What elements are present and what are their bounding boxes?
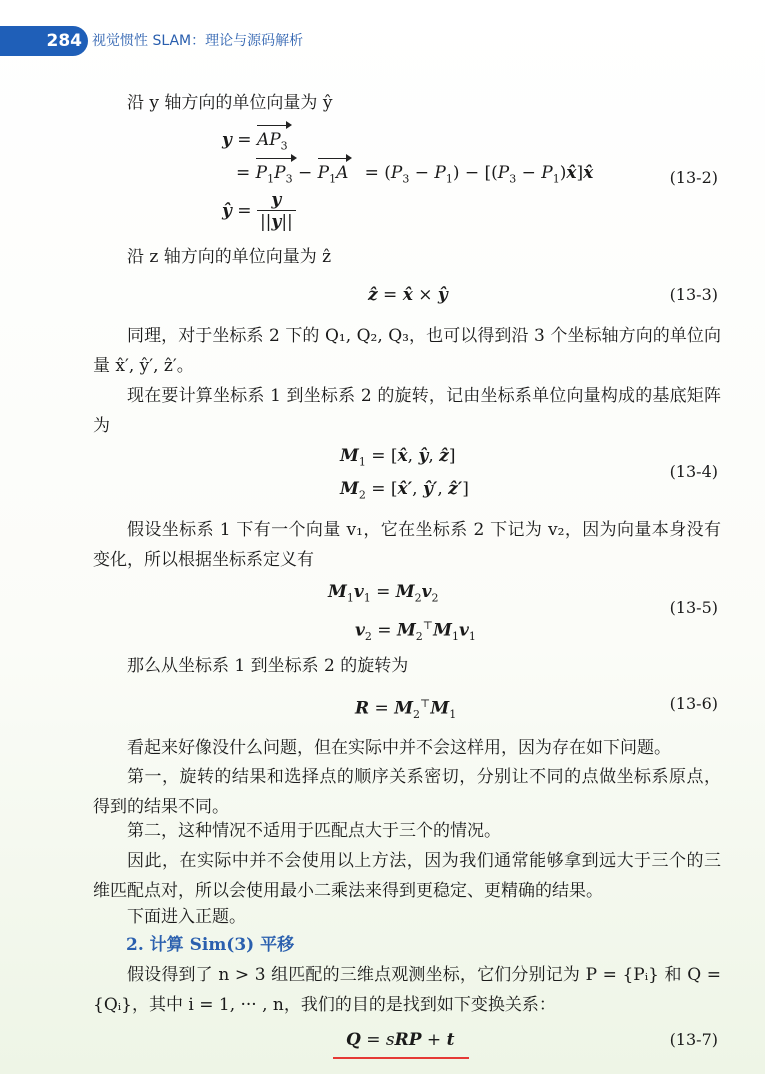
equation-m2: $M_2$ = [x̂′, ŷ′, ẑ′] <box>340 479 469 502</box>
equation-number-13-6: (13-6) <box>669 694 718 713</box>
paragraph-then: 那么从坐标系 1 到坐标系 2 的旋转为 <box>127 656 409 676</box>
equation-number-13-5: (13-5) <box>669 598 718 617</box>
equation-number-13-4: (13-4) <box>669 462 718 481</box>
equation-rotation: $R = M_2^⊤M_1$ <box>355 697 457 722</box>
section-heading: 2. 计算 Sim(3) 平移 <box>126 935 295 955</box>
paragraph-first: 第一，旋转的结果和选择点的顺序关系密切，分别让不同的点做坐标系原点，得到的结果不同。 <box>93 767 721 817</box>
paragraph-y-axis: 沿 y 轴方向的单位向量为 ŷ <box>127 93 333 113</box>
paragraph-vector: 假设坐标系 1 下有一个向量 v₁，它在坐标系 2 下记为 v₂，因为向量本身没有变化，所以根据坐标系定义有 <box>93 520 721 570</box>
equation-number-13-3: (13-3) <box>669 285 718 304</box>
paragraph-next: 下面进入正题。 <box>127 907 246 927</box>
equation-number-13-2: (13-2) <box>669 168 718 187</box>
paragraph-z-axis: 沿 z 轴方向的单位向量为 ẑ <box>127 247 332 267</box>
paragraph-therefore: 因此，在实际中并不会使用以上方法，因为我们通常能够拿到远大于三个的三维匹配点对，所以会使用最小二乘法来得到更稳定、更精确的结果。 <box>93 851 721 901</box>
paragraph-problem: 看起来好像没什么问题，但在实际中并不会这样用，因为存在如下问题。 <box>127 738 671 758</box>
equation-sim3: Q = sRP + t <box>346 1030 455 1050</box>
equation-y-def: $y = AP_3$ <box>222 128 288 158</box>
paragraph-second: 第二，这种情况不适用于匹配点大于三个的情况。 <box>127 821 501 841</box>
paragraph-assume: 假设得到了 n > 3 组匹配的三维点观测坐标，它们分别记为 P = {Pᵢ} 和 Q = {Qᵢ}，其中 i = 1, ··· , n，我们的目的是找到如下变换关系： <box>93 965 721 1015</box>
equation-y-hat: ŷ = $\frac{y}{||y||}$ <box>222 190 296 233</box>
paragraph-rotation: 现在要计算坐标系 1 到坐标系 2 的旋转，记由坐标系单位向量构成的基底矩阵为 <box>93 386 721 436</box>
equation-m1: $M_1$ = [x̂, ŷ, ẑ] <box>340 446 456 469</box>
equation-y-expand: = $P_1P_3 - P_1A = (P_3 - P_1) - [(P_3$ − $P_1)x̂]x̂$ <box>236 161 593 191</box>
equation-z-hat: ẑ = x̂ × ŷ <box>368 285 448 305</box>
red-underline <box>333 1057 469 1059</box>
paragraph-similarly: 同理，对于坐标系 2 下的 Q₁, Q₂, Q₃，也可以得到沿 3 个坐标轴方向的单位向量 x̂′, ŷ′, ẑ′。 <box>93 326 721 376</box>
running-title: 视觉惯性 SLAM：理论与源码解析 <box>92 33 304 49</box>
equation-m1v1: $M_1v_1 = M_2v_2$ <box>328 582 439 605</box>
equation-number-13-7: (13-7) <box>669 1030 718 1049</box>
equation-v2: $v_2 = M_2^⊤M_1v_1$ <box>355 619 476 644</box>
page-number: 284 <box>46 31 82 51</box>
